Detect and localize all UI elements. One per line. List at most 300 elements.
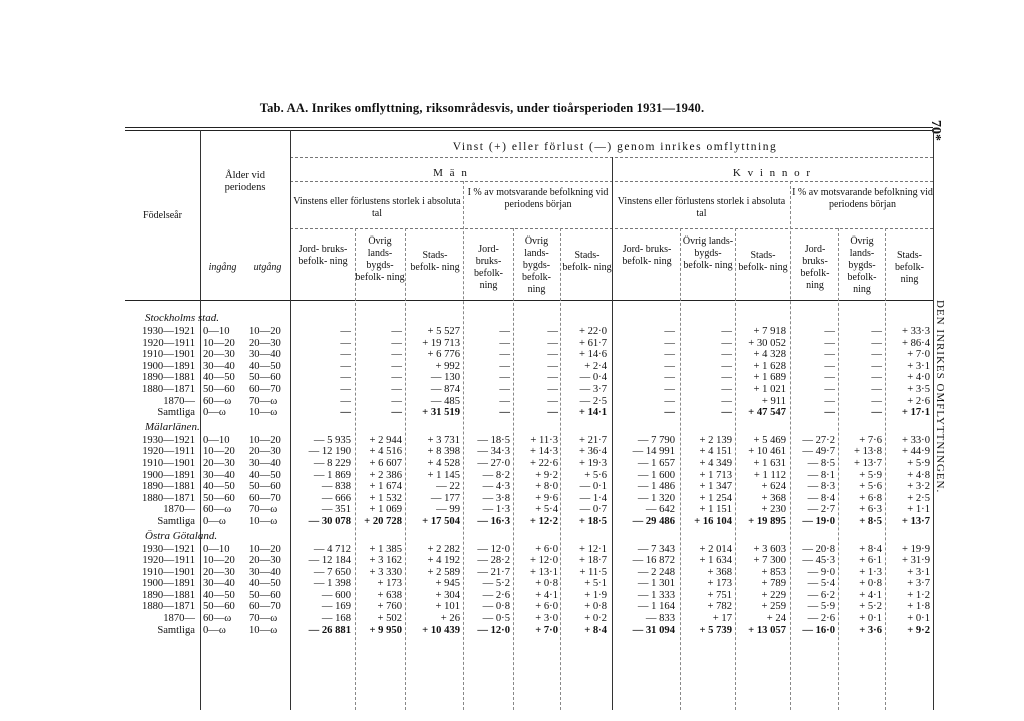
table-cell: — 49·7 bbox=[802, 446, 835, 458]
stub-in: 40—50 bbox=[203, 589, 235, 601]
table-cell: — 99 bbox=[436, 504, 460, 516]
table-cell: + 2·6 bbox=[907, 395, 930, 407]
table-cell: + 9 950 bbox=[369, 624, 402, 636]
table-cell: — 16·3 bbox=[477, 515, 510, 527]
table-cell: + 3·6 bbox=[859, 624, 882, 636]
table-cell: — bbox=[824, 395, 835, 407]
table-cell: — bbox=[871, 372, 882, 384]
table-cell: + 61·7 bbox=[578, 337, 607, 349]
table-cell: + 0·2 bbox=[584, 613, 607, 625]
table-cell: + 502 bbox=[377, 613, 402, 625]
table-cell: — 7 790 bbox=[637, 434, 675, 446]
table-cell: — 642 bbox=[645, 504, 675, 516]
stub-in: 10—20 bbox=[203, 337, 235, 349]
table-row bbox=[125, 384, 935, 396]
table-cell: + 44·9 bbox=[901, 446, 930, 458]
table-cell: + 33·0 bbox=[901, 434, 930, 446]
table-cell: + 14·6 bbox=[578, 349, 607, 361]
table-cell: + 6 607 bbox=[369, 457, 402, 469]
table-cell: + 19·3 bbox=[578, 457, 607, 469]
table-cell: + 13·1 bbox=[529, 566, 558, 578]
table-cell: + 6·0 bbox=[535, 543, 558, 555]
table-cell: — 16 872 bbox=[632, 555, 675, 567]
table-cell: + 13·7 bbox=[901, 515, 930, 527]
table-cell: — bbox=[340, 349, 351, 361]
table-cell: — bbox=[547, 383, 558, 395]
stub-out: 30—40 bbox=[249, 566, 281, 578]
table-cell: + 5·9 bbox=[907, 457, 930, 469]
table-row bbox=[125, 396, 935, 408]
table-cell: — bbox=[664, 372, 675, 384]
table-cell: — bbox=[547, 372, 558, 384]
table-cell: + 1·9 bbox=[584, 589, 607, 601]
stub-year: 1910—1901 bbox=[142, 349, 195, 361]
table-cell: + 304 bbox=[435, 589, 460, 601]
table-cell: — 1 657 bbox=[637, 457, 675, 469]
stub-in: 20—30 bbox=[203, 566, 235, 578]
header-utgang: utgång bbox=[253, 262, 282, 273]
table-cell: + 9·2 bbox=[535, 469, 558, 481]
table-cell: — 12 190 bbox=[308, 446, 351, 458]
table-cell: — bbox=[824, 337, 835, 349]
stub-in: 10—20 bbox=[203, 446, 235, 458]
table-cell: — bbox=[721, 407, 732, 419]
table-cell: + 368 bbox=[707, 566, 732, 578]
table-cell: + 760 bbox=[377, 601, 402, 613]
section-title: Stockholms stad. bbox=[145, 312, 219, 324]
col-head-m-ovrig: Övrig lands- bygds- befolk- ning bbox=[355, 236, 405, 283]
table-row bbox=[125, 349, 935, 361]
header-bottom-rule bbox=[125, 300, 933, 301]
header-kvinnor: K v i n n o r bbox=[732, 167, 813, 179]
stub-year: 1880—1871 bbox=[142, 492, 195, 504]
table-cell: — 7 650 bbox=[313, 566, 351, 578]
table-cell: + 17 504 bbox=[422, 515, 460, 527]
stub-year: 1890—1881 bbox=[142, 481, 195, 493]
top-rule bbox=[125, 127, 933, 128]
stub-in: 40—50 bbox=[203, 372, 235, 384]
table-cell: + 3 731 bbox=[427, 434, 460, 446]
table-cell: — bbox=[871, 360, 882, 372]
table-cell: — 5·4 bbox=[807, 578, 835, 590]
table-cell: — 1 320 bbox=[637, 492, 675, 504]
table-cell: + 5 469 bbox=[753, 434, 786, 446]
table-row bbox=[125, 481, 935, 493]
table-row bbox=[125, 407, 935, 419]
table-cell: + 1 347 bbox=[699, 481, 732, 493]
table-cell: + 18·5 bbox=[578, 515, 607, 527]
table-cell: — bbox=[391, 360, 402, 372]
table-cell: + 1 634 bbox=[699, 555, 732, 567]
table-cell: + 7 300 bbox=[753, 555, 786, 567]
table-cell: + 2 944 bbox=[369, 434, 402, 446]
table-cell: — 2·5 bbox=[579, 395, 607, 407]
stub-year: 1870— bbox=[163, 395, 195, 407]
table-cell: — 2·7 bbox=[807, 504, 835, 516]
section-title: Östra Götaland. bbox=[145, 529, 218, 542]
stub-in: 60—ω bbox=[203, 395, 232, 407]
table-cell: + 2 386 bbox=[369, 469, 402, 481]
stub-out: 40—50 bbox=[249, 360, 281, 372]
table-cell: — 8·4 bbox=[807, 492, 835, 504]
table-row bbox=[125, 625, 935, 637]
header-kvinnor-absolute: Vinstens eller förlustens storlek i absoluta tal bbox=[617, 196, 786, 219]
stub-year: 1920—1911 bbox=[142, 337, 195, 349]
table-cell: + 2 589 bbox=[427, 566, 460, 578]
table-cell: + 0·8 bbox=[584, 601, 607, 613]
table-cell: + 3·1 bbox=[907, 360, 930, 372]
stub-out: 10—ω bbox=[249, 407, 278, 419]
table-cell: + 47 547 bbox=[748, 407, 786, 419]
table-cell: — bbox=[824, 372, 835, 384]
table-cell: + 1 689 bbox=[753, 372, 786, 384]
stub-in: 0—ω bbox=[203, 515, 226, 527]
table-cell: + 5·1 bbox=[584, 578, 607, 590]
table-cell: + 3·7 bbox=[907, 578, 930, 590]
stub-out: 30—40 bbox=[249, 349, 281, 361]
table-cell: — bbox=[871, 349, 882, 361]
table-cell: — 1 600 bbox=[637, 469, 675, 481]
table-cell: — bbox=[664, 349, 675, 361]
table-cell: — 8·1 bbox=[807, 469, 835, 481]
table-cell: + 1 254 bbox=[699, 492, 732, 504]
table-cell: + 6·8 bbox=[859, 492, 882, 504]
table-cell: + 13 057 bbox=[748, 624, 786, 636]
stub-in: 0—ω bbox=[203, 407, 226, 419]
col-head-k-jord: Jord- bruks- befolk- ning bbox=[622, 244, 672, 267]
stub-out: 50—60 bbox=[249, 481, 281, 493]
stub-in: 40—50 bbox=[203, 481, 235, 493]
table-cell: + 5·9 bbox=[859, 469, 882, 481]
table-cell: — 0·1 bbox=[579, 481, 607, 493]
table-cell: — 12·0 bbox=[477, 543, 510, 555]
table-cell: — bbox=[391, 395, 402, 407]
stub-year: 1890—1881 bbox=[142, 372, 195, 384]
table-cell: + 18·7 bbox=[578, 555, 607, 567]
table-cell: + 30 052 bbox=[748, 337, 786, 349]
stub-year: 1890—1881 bbox=[142, 589, 195, 601]
stub-out: 10—ω bbox=[249, 624, 278, 636]
table-row bbox=[125, 544, 935, 556]
table-cell: + 17 bbox=[712, 613, 732, 625]
table-cell: + 9·2 bbox=[907, 624, 930, 636]
table-cell: — bbox=[391, 326, 402, 337]
table-cell: + 7·6 bbox=[859, 434, 882, 446]
table-cell: — bbox=[547, 360, 558, 372]
stub-year: 1880—1871 bbox=[142, 383, 195, 395]
table-cell: + 945 bbox=[435, 578, 460, 590]
table-cell: — 177 bbox=[430, 492, 460, 504]
stub-in: 60—ω bbox=[203, 613, 232, 625]
table-cell: + 8·5 bbox=[859, 515, 882, 527]
stub-in: 0—10 bbox=[203, 434, 230, 446]
table-cell: — bbox=[664, 337, 675, 349]
stub-out: 70—ω bbox=[249, 613, 278, 625]
table-cell: + 2·5 bbox=[907, 492, 930, 504]
table-cell: + 2 139 bbox=[699, 434, 732, 446]
table-cell: + 4·8 bbox=[907, 469, 930, 481]
table-cell: + 31 519 bbox=[422, 407, 460, 419]
table-cell: — bbox=[340, 326, 351, 337]
table-cell: — 14 991 bbox=[632, 446, 675, 458]
col-head-m-jord: Jord- bruks- befolk- ning bbox=[298, 244, 348, 267]
table-cell: + 8·4 bbox=[859, 543, 882, 555]
table-cell: — 3·8 bbox=[482, 492, 510, 504]
table-cell: + 20 728 bbox=[364, 515, 402, 527]
table-cell: + 3·1 bbox=[907, 566, 930, 578]
table-cell: + 12·2 bbox=[529, 515, 558, 527]
stub-year: 1930—1921 bbox=[142, 326, 195, 337]
table-cell: + 36·4 bbox=[578, 446, 607, 458]
table-row bbox=[125, 326, 935, 338]
stub-out: 60—70 bbox=[249, 601, 281, 613]
table-cell: — bbox=[664, 360, 675, 372]
header-fodelsear: Födelseår bbox=[143, 210, 182, 221]
table-cell: — 2·6 bbox=[807, 613, 835, 625]
table-cell: — bbox=[499, 337, 510, 349]
table-cell: + 4 151 bbox=[699, 446, 732, 458]
table-cell: + 2·4 bbox=[584, 360, 607, 372]
table-cell: + 6·0 bbox=[535, 601, 558, 613]
table-cell: — 31 094 bbox=[632, 624, 675, 636]
header-ingang: ingång bbox=[208, 262, 237, 273]
table-cell: + 4 192 bbox=[427, 555, 460, 567]
table-cell: + 31·9 bbox=[901, 555, 930, 567]
stub-out: 70—ω bbox=[249, 504, 278, 516]
header-kvinnor-percent: I % av motsvarande befolkning vid periodens början bbox=[792, 187, 933, 210]
table-cell: — bbox=[721, 360, 732, 372]
table-cell: — 1 301 bbox=[637, 578, 675, 590]
table-cell: + 1 151 bbox=[699, 504, 732, 516]
table-cell: + 6·3 bbox=[859, 504, 882, 516]
stub-out: 60—70 bbox=[249, 383, 281, 395]
table-cell: — 3·7 bbox=[579, 383, 607, 395]
table-cell: + 22·6 bbox=[529, 457, 558, 469]
table-cell: — 30 078 bbox=[308, 515, 351, 527]
table-cell: + 19·9 bbox=[901, 543, 930, 555]
stub-out: 50—60 bbox=[249, 372, 281, 384]
table-cell: + 8·4 bbox=[584, 624, 607, 636]
table-cell: — bbox=[499, 326, 510, 337]
col-head-kp-stads: Stads- befolk- ning bbox=[895, 250, 924, 285]
table-cell: — bbox=[499, 395, 510, 407]
page-number: 70* bbox=[928, 120, 943, 141]
table-row bbox=[125, 613, 935, 625]
table-cell: — bbox=[499, 383, 510, 395]
table-cell: — 5·2 bbox=[482, 578, 510, 590]
table-cell: + 751 bbox=[707, 589, 732, 601]
table-row bbox=[125, 590, 935, 602]
table-cell: + 33·3 bbox=[901, 326, 930, 337]
table-cell: — bbox=[824, 349, 835, 361]
table-cell: — 351 bbox=[321, 504, 351, 516]
table-cell: — 1·3 bbox=[482, 504, 510, 516]
table-cell: — 8·2 bbox=[482, 469, 510, 481]
table-cell: + 21·7 bbox=[578, 434, 607, 446]
table-cell: — 600 bbox=[321, 589, 351, 601]
table-cell: + 14·3 bbox=[529, 446, 558, 458]
header-alder: Ålder vid periodens bbox=[224, 170, 266, 193]
table-row bbox=[125, 470, 935, 482]
table-cell: — 45·3 bbox=[802, 555, 835, 567]
table-row bbox=[125, 601, 935, 613]
table-cell: + 3 330 bbox=[369, 566, 402, 578]
table-row bbox=[125, 504, 935, 516]
table-cell: + 11·3 bbox=[530, 434, 558, 446]
table-cell: + 8·0 bbox=[535, 481, 558, 493]
stub-out: 10—20 bbox=[249, 326, 281, 337]
table-cell: — bbox=[664, 383, 675, 395]
stub-in: 60—ω bbox=[203, 504, 232, 516]
col-head-k-stads: Stads- befolk- ning bbox=[738, 250, 788, 273]
table-cell: — bbox=[547, 395, 558, 407]
stub-in: 50—60 bbox=[203, 383, 235, 395]
stub-in: 20—30 bbox=[203, 457, 235, 469]
stub-year: 1880—1871 bbox=[142, 601, 195, 613]
top-rule-2 bbox=[125, 130, 933, 131]
table-cell: — 0·7 bbox=[579, 504, 607, 516]
stub-year: 1910—1901 bbox=[142, 457, 195, 469]
table-row bbox=[125, 458, 935, 470]
stub-year: 1900—1891 bbox=[142, 360, 195, 372]
stub-year: 1930—1921 bbox=[142, 543, 195, 555]
stub-out: 10—ω bbox=[249, 515, 278, 527]
stub-year: 1920—1911 bbox=[142, 555, 195, 567]
table-cell: — 21·7 bbox=[477, 566, 510, 578]
table-cell: + 24 bbox=[766, 613, 786, 625]
running-head: DEN INRIKES OMFLYTTNINGEN. bbox=[934, 300, 946, 494]
table-cell: + 229 bbox=[761, 589, 786, 601]
table-cell: + 5 527 bbox=[427, 326, 460, 337]
table-cell: + 14·1 bbox=[578, 407, 607, 419]
table-cell: — bbox=[340, 383, 351, 395]
table-cell: + 1 021 bbox=[753, 383, 786, 395]
section-title: Mälarlänen. bbox=[145, 420, 200, 433]
table-cell: — bbox=[391, 349, 402, 361]
table-cell: + 19 713 bbox=[422, 337, 460, 349]
table-cell: — 5 935 bbox=[313, 434, 351, 446]
table-row bbox=[125, 578, 935, 590]
table-cell: + 789 bbox=[761, 578, 786, 590]
table-cell: — bbox=[499, 360, 510, 372]
table-cell: + 1 532 bbox=[369, 492, 402, 504]
table-cell: — bbox=[340, 360, 351, 372]
header-super: Vinst (+) eller förlust (—) genom inrikes omflyttning bbox=[452, 141, 778, 153]
stub-in: 30—40 bbox=[203, 360, 235, 372]
table-cell: + 0·1 bbox=[859, 613, 882, 625]
stub-year: 1930—1921 bbox=[142, 434, 195, 446]
table-cell: + 1 145 bbox=[427, 469, 460, 481]
table-cell: + 3 603 bbox=[753, 543, 786, 555]
table-cell: + 3·0 bbox=[535, 613, 558, 625]
table-cell: — 34·3 bbox=[477, 446, 510, 458]
table-cell: — 5·9 bbox=[807, 601, 835, 613]
table-cell: + 638 bbox=[377, 589, 402, 601]
table-cell: + 11·5 bbox=[579, 566, 607, 578]
table-cell: — bbox=[547, 349, 558, 361]
stub-year: 1910—1901 bbox=[142, 566, 195, 578]
table-cell: — bbox=[391, 407, 402, 419]
table-cell: — 1·4 bbox=[579, 492, 607, 504]
table-cell: + 368 bbox=[761, 492, 786, 504]
table-cell: + 1·1 bbox=[907, 504, 930, 516]
table-cell: + 12·1 bbox=[578, 543, 607, 555]
table-cell: — bbox=[340, 395, 351, 407]
stub-out: 20—30 bbox=[249, 446, 281, 458]
table-row bbox=[125, 516, 935, 528]
table-row bbox=[125, 555, 935, 567]
table-cell: + 992 bbox=[435, 360, 460, 372]
table-row bbox=[125, 338, 935, 350]
col-head-kp-jord: Jord- bruks- befolk- ning bbox=[800, 244, 830, 291]
stub-year: 1870— bbox=[163, 613, 195, 625]
table-cell: — bbox=[499, 349, 510, 361]
table-cell: + 26 bbox=[440, 613, 460, 625]
table-cell: + 13·7 bbox=[853, 457, 882, 469]
table-cell: — bbox=[664, 407, 675, 419]
table-cell: — 0·5 bbox=[482, 613, 510, 625]
table-cell: + 10 461 bbox=[748, 446, 786, 458]
table-cell: + 5·4 bbox=[535, 504, 558, 516]
table-row bbox=[125, 567, 935, 579]
table-row bbox=[125, 372, 935, 384]
col-head-mp-ovrig: Övrig lands- bygds- befolk- ning bbox=[522, 236, 551, 295]
table-cell: + 7 918 bbox=[753, 326, 786, 337]
table-cell: — bbox=[664, 395, 675, 407]
table-cell: + 2 282 bbox=[427, 543, 460, 555]
table-cell: — bbox=[824, 383, 835, 395]
table-cell: — 4·3 bbox=[482, 481, 510, 493]
table-cell: — 1 869 bbox=[313, 469, 351, 481]
table-cell: + 782 bbox=[707, 601, 732, 613]
table-cell: — bbox=[721, 395, 732, 407]
stub-year: 1870— bbox=[163, 504, 195, 516]
table-cell: + 0·8 bbox=[859, 578, 882, 590]
stub-out: 30—40 bbox=[249, 457, 281, 469]
table-cell: + 2 014 bbox=[699, 543, 732, 555]
stub-year: Samtliga bbox=[157, 407, 195, 419]
table-cell: + 1·2 bbox=[907, 589, 930, 601]
table-cell: — 2 248 bbox=[637, 566, 675, 578]
table-cell: — bbox=[547, 407, 558, 419]
table-cell: — 6·2 bbox=[807, 589, 835, 601]
table-cell: + 3 162 bbox=[369, 555, 402, 567]
table-cell: — 12 184 bbox=[308, 555, 351, 567]
stub-out: 20—30 bbox=[249, 337, 281, 349]
table-cell: — bbox=[721, 326, 732, 337]
stub-year: 1900—1891 bbox=[142, 578, 195, 590]
table-cell: — 9·0 bbox=[807, 566, 835, 578]
table-cell: — 666 bbox=[321, 492, 351, 504]
table-cell: + 173 bbox=[707, 578, 732, 590]
col-head-kp-ovrig: Övrig lands- bygds- befolk- ning bbox=[847, 236, 877, 295]
stub-year: Samtliga bbox=[157, 515, 195, 527]
table-cell: — 1 486 bbox=[637, 481, 675, 493]
table-cell: — bbox=[824, 360, 835, 372]
table-cell: — 22 bbox=[436, 481, 460, 493]
table-cell: + 4·0 bbox=[907, 372, 930, 384]
table-cell: — bbox=[391, 337, 402, 349]
table-cell: — 29 486 bbox=[632, 515, 675, 527]
table-cell: + 5 739 bbox=[699, 624, 732, 636]
table-row bbox=[125, 361, 935, 373]
table-cell: — bbox=[721, 337, 732, 349]
table-cell: — bbox=[547, 326, 558, 337]
stub-out: 10—20 bbox=[249, 543, 281, 555]
table-cell: + 0·1 bbox=[907, 613, 930, 625]
stub-year: 1920—1911 bbox=[142, 446, 195, 458]
table-cell: — bbox=[340, 372, 351, 384]
